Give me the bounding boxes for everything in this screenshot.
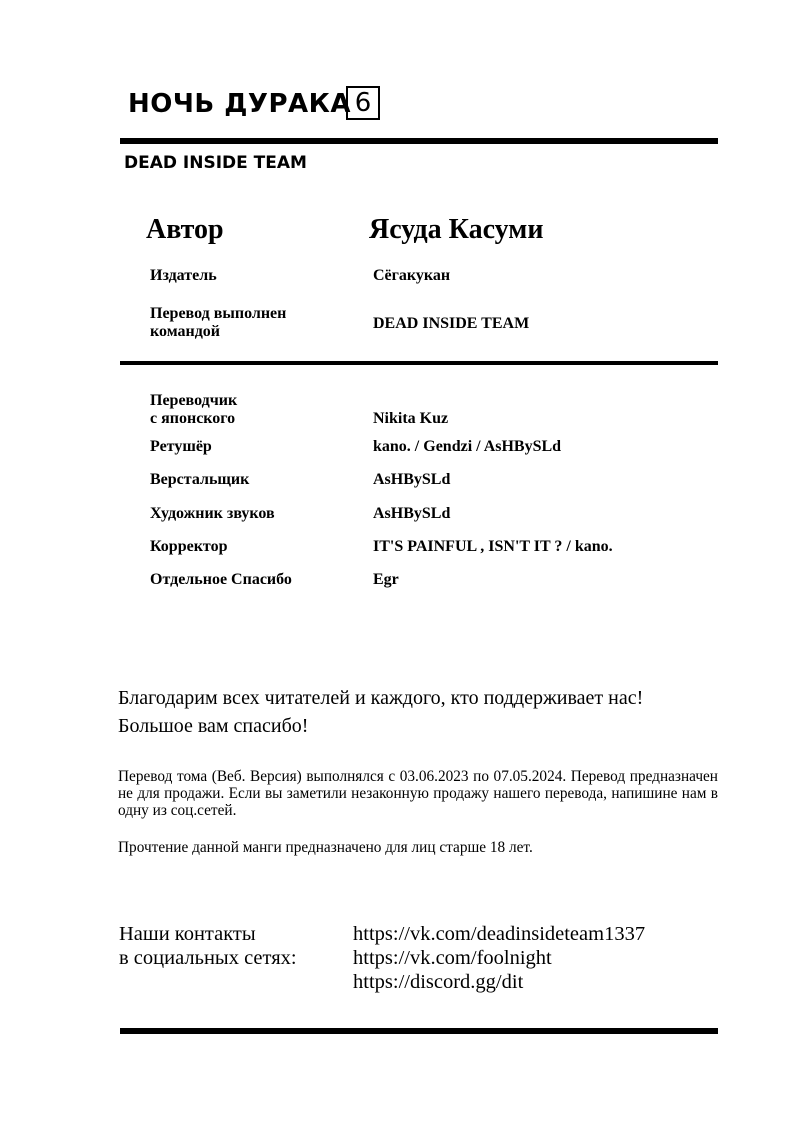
staff-value-sfx-artist: AsHBySLd — [373, 505, 451, 522]
top-divider — [120, 138, 718, 144]
bottom-divider — [120, 1028, 718, 1034]
staff-value-translator: Nikita Kuz — [373, 410, 449, 427]
translation-team-value: DEAD INSIDE TEAM — [373, 315, 530, 332]
staff-value-retoucher: kano. / Gendzi / AsHBySLd — [373, 438, 562, 455]
team-heading: DEAD INSIDE TEAM — [124, 153, 307, 173]
staff-label-special-thanks: Отдельное Спасибо — [150, 571, 292, 588]
middle-divider — [120, 361, 718, 365]
publisher-value: Сёгакукан — [373, 267, 451, 284]
contacts-label — [119, 922, 297, 970]
translation-info-notice: Перевод тома (Веб. Версия) выполнялся с 03.06.2023 по 07.05.2024. Перевод предназначен не для продажи. Если вы заметили незаконную продажу нашего перевода, напишине нам в одну из соц.сетей. — [118, 768, 718, 819]
contacts-label-line2: в социальных сетях: — [119, 947, 297, 969]
staff-value-proofreader: IT'S PAINFUL , ISN'T IT ? / kano. — [373, 538, 613, 555]
volume-number-badge: 6 — [346, 86, 380, 120]
staff-label-typesetter: Верстальщик — [150, 471, 250, 488]
translation-team-label-line1: Перевод выполнен — [150, 305, 287, 322]
staff-label-line2: с японского — [150, 410, 236, 427]
translation-team-label-line2: командой — [150, 323, 221, 340]
age-rating-notice: Прочтение данной манги предназначено для лиц старше 18 лет. — [118, 839, 533, 856]
discord-link[interactable]: https://discord.gg/dit — [353, 971, 524, 993]
publisher-label: Издатель — [150, 267, 217, 284]
series-title: НОЧЬ ДУРАКА — [128, 89, 351, 119]
translation-team-label — [150, 305, 286, 341]
contacts-links — [353, 922, 645, 994]
thanks-line2: Большое вам спасибо! — [118, 715, 309, 737]
thanks-line1: Благодарим всех читателей и каждого, кто поддерживает нас! — [118, 687, 644, 709]
vk-team-link[interactable]: https://vk.com/deadinsideteam1337 — [353, 923, 646, 945]
staff-value-special-thanks: Egr — [373, 571, 399, 588]
staff-label-translator — [150, 392, 237, 428]
author-value: Ясуда Касуми — [369, 214, 544, 245]
staff-label-sfx-artist: Художник звуков — [150, 505, 275, 522]
staff-label-proofreader: Корректор — [150, 538, 228, 555]
staff-value-typesetter: AsHBySLd — [373, 471, 451, 488]
staff-label-retoucher: Ретушёр — [150, 438, 212, 455]
staff-label-line1: Переводчик — [150, 392, 238, 409]
vk-foolnight-link[interactable]: https://vk.com/foolnight — [353, 947, 552, 969]
contacts-label-line1: Наши контакты — [119, 923, 256, 945]
author-label: Автор — [146, 214, 224, 245]
thanks-message — [118, 684, 718, 740]
